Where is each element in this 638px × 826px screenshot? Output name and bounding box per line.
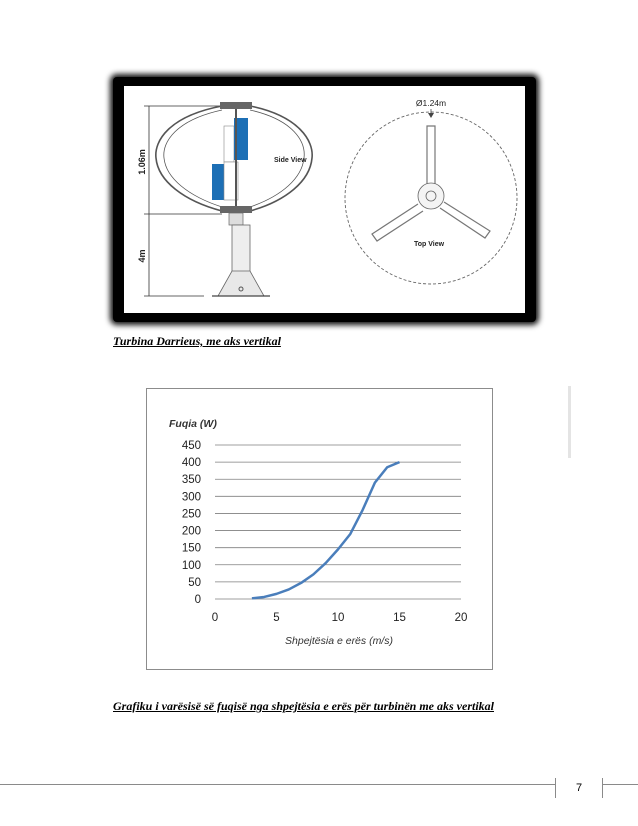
x-tick-label: 0 xyxy=(211,612,219,624)
y-tick-label: 50 xyxy=(188,576,201,589)
y-tick-labels xyxy=(182,440,201,606)
bottom-hub xyxy=(220,206,252,213)
power-chart-svg xyxy=(147,389,492,669)
y-tick-label: 250 xyxy=(181,508,201,521)
y-tick-label: 400 xyxy=(181,457,201,470)
power-chart xyxy=(146,388,493,670)
y-tick-label: 200 xyxy=(181,525,201,538)
y-tick-label: 350 xyxy=(181,474,201,487)
turbine-drawing xyxy=(124,86,525,313)
x-tick-label: 5 xyxy=(273,612,280,624)
y-tick-label: 300 xyxy=(181,491,201,504)
x-tick-label: 10 xyxy=(331,612,345,624)
rotor-height-label: 1.06m xyxy=(137,149,147,175)
x-tick-label: 15 xyxy=(393,612,406,624)
diameter-label: Ø1.24m xyxy=(415,98,447,108)
x-axis-title: Shpejtësia e erës (m/s) xyxy=(285,635,393,647)
y-tick-label: 100 xyxy=(181,559,201,572)
top-view-label: Top View xyxy=(413,241,445,248)
turbine-figure xyxy=(113,77,536,322)
chart-caption: Grafiku i varësisë së fuqisë nga shpejtësia e erës për turbinën me aks vertikal xyxy=(113,699,494,713)
footer-rule xyxy=(0,784,638,785)
top-hub xyxy=(220,102,252,109)
tower-height-label: 4m xyxy=(137,249,147,263)
x-tick-labels xyxy=(212,612,468,624)
y-tick-label: 150 xyxy=(181,542,201,555)
side-view-label: Side View xyxy=(274,157,307,164)
x-tick-label: 20 xyxy=(454,612,468,624)
page-number: 7 xyxy=(575,782,583,794)
chart-grid xyxy=(215,445,461,599)
page-number-box xyxy=(555,778,603,798)
dimension-lines xyxy=(144,106,222,296)
tower xyxy=(212,213,270,296)
turbine-caption: Turbina Darrieus, me aks vertikal xyxy=(113,334,281,348)
y-tick-label: 450 xyxy=(181,440,201,452)
side-scroll-strip xyxy=(568,386,571,458)
top-view-drawing xyxy=(345,109,517,284)
y-tick-label: 0 xyxy=(194,594,201,606)
rotor-blades xyxy=(212,109,248,206)
y-axis-title: Fuqia (W) xyxy=(169,418,217,430)
turbine-figure-canvas xyxy=(124,86,525,313)
